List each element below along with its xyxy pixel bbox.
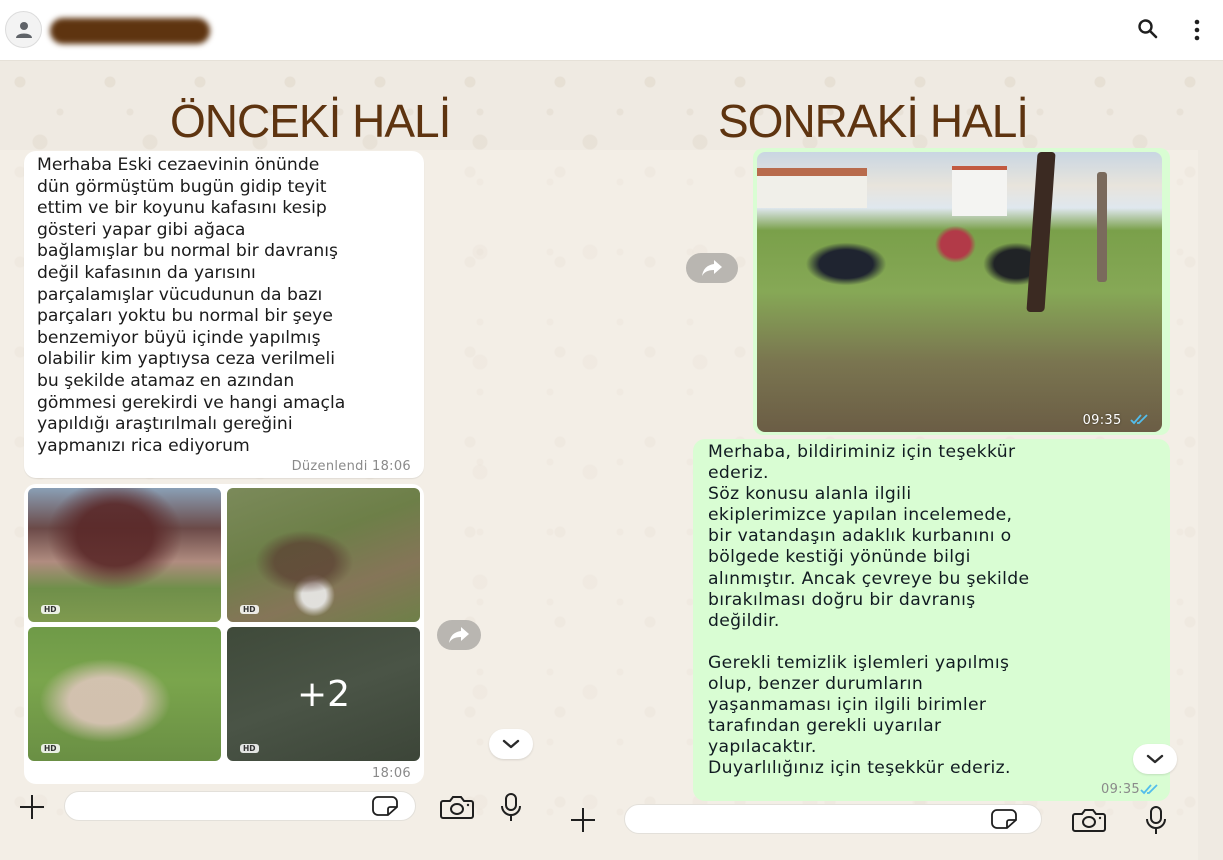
photo-tree <box>1097 172 1107 282</box>
message-time: 09:35 <box>1101 782 1140 797</box>
search-icon[interactable] <box>1137 18 1159 42</box>
more-vertical-icon[interactable] <box>1186 18 1208 42</box>
microphone-icon[interactable] <box>1144 805 1168 835</box>
camera-icon[interactable] <box>440 795 474 819</box>
person-icon <box>16 21 32 39</box>
media-time: 18:06 <box>372 766 411 781</box>
attach-plus-icon[interactable] <box>569 806 597 834</box>
chat-header <box>0 0 1223 61</box>
forward-button[interactable] <box>437 620 481 650</box>
chevron-down-icon <box>501 737 521 751</box>
microphone-icon[interactable] <box>499 792 523 822</box>
cleanup-photo[interactable] <box>757 152 1162 432</box>
photo-meta <box>1083 413 1152 428</box>
scroll-to-bottom-button[interactable] <box>1133 744 1177 774</box>
outgoing-message-bubble[interactable] <box>693 439 1170 801</box>
forward-icon <box>701 259 723 277</box>
incoming-media-bubble[interactable] <box>24 484 424 784</box>
photo-tree <box>1026 152 1055 312</box>
message-meta: Düzenlendi 18:06 <box>291 459 411 474</box>
message-composer <box>0 786 545 826</box>
outgoing-photo-bubble[interactable] <box>753 148 1170 435</box>
photo-thumbnail[interactable] <box>28 488 221 622</box>
hd-badge: HD <box>41 744 60 753</box>
message-input[interactable] <box>64 791 416 821</box>
hd-badge: HD <box>240 744 259 753</box>
before-title: ÖNCEKİ HALİ <box>170 95 451 147</box>
more-photos-count: +2 <box>296 673 351 715</box>
message-input[interactable] <box>624 804 1042 834</box>
after-title: SONRAKİ HALİ <box>718 95 1029 147</box>
double-check-icon <box>1130 413 1152 425</box>
incoming-message-bubble[interactable] <box>24 151 424 478</box>
photo-thumbnail[interactable] <box>28 627 221 761</box>
photo-building <box>757 168 867 208</box>
scroll-to-bottom-button[interactable] <box>489 729 533 759</box>
attach-plus-icon[interactable] <box>18 793 46 821</box>
hd-badge: HD <box>240 605 259 614</box>
chevron-down-icon <box>1145 752 1165 766</box>
forward-button[interactable] <box>686 253 738 283</box>
forward-icon <box>448 626 470 644</box>
message-composer <box>545 799 1198 839</box>
message-text: Merhaba Eski cezaevinin önünde dün görmüştüm bugün gidip teyit ettim ve bir koyunu kafasını kesip gösteri yapar gibi ağaca bağlamışlar bu normal bir davranış değil kafasının da yarısını parçalamışlar vücudunun da bazı parçaları yoktu bu normal bir şeye benzemiyor büyü içinde yapılmış olabilir kim yaptıysa ceza verilmeli bu şekilde atamaz en azından gömmesi gerekirdi ve hangi amaçla yapıldığı araştırılmalı gereğini yapmanızı rica ediyorum <box>37 155 346 456</box>
photo-thumbnail[interactable] <box>227 488 420 622</box>
photo-thumbnail-more[interactable] <box>227 627 420 761</box>
sticker-icon[interactable] <box>991 809 1017 829</box>
hd-badge: HD <box>41 605 60 614</box>
camera-icon[interactable] <box>1072 808 1106 832</box>
message-text: Merhaba, bildiriminiz için teşekkür ederiz. Söz konusu alanla ilgili ekiplerimizce yapılan incelemede, bir vatandaşın adaklık kurbanını o bölgede kestiği yönünde bilgi alınmıştır. Ancak çevreye bu şekilde bırakılması doğru bir davranış değildir. Gerekli temizlik işlemleri yapılmış olup, benzer durumların yaşanmaması için ilgili birimler tarafından gerekli uyarılar yapılacaktır. Duyarlılığınız için teşekkür ederiz. <box>708 442 1030 779</box>
photo-building <box>952 166 1007 216</box>
contact-name-redacted[interactable] <box>50 18 210 44</box>
contact-avatar[interactable] <box>5 11 42 48</box>
photo-time: 09:35 <box>1082 413 1122 428</box>
double-check-icon <box>1140 783 1162 795</box>
sticker-icon[interactable] <box>372 796 398 816</box>
